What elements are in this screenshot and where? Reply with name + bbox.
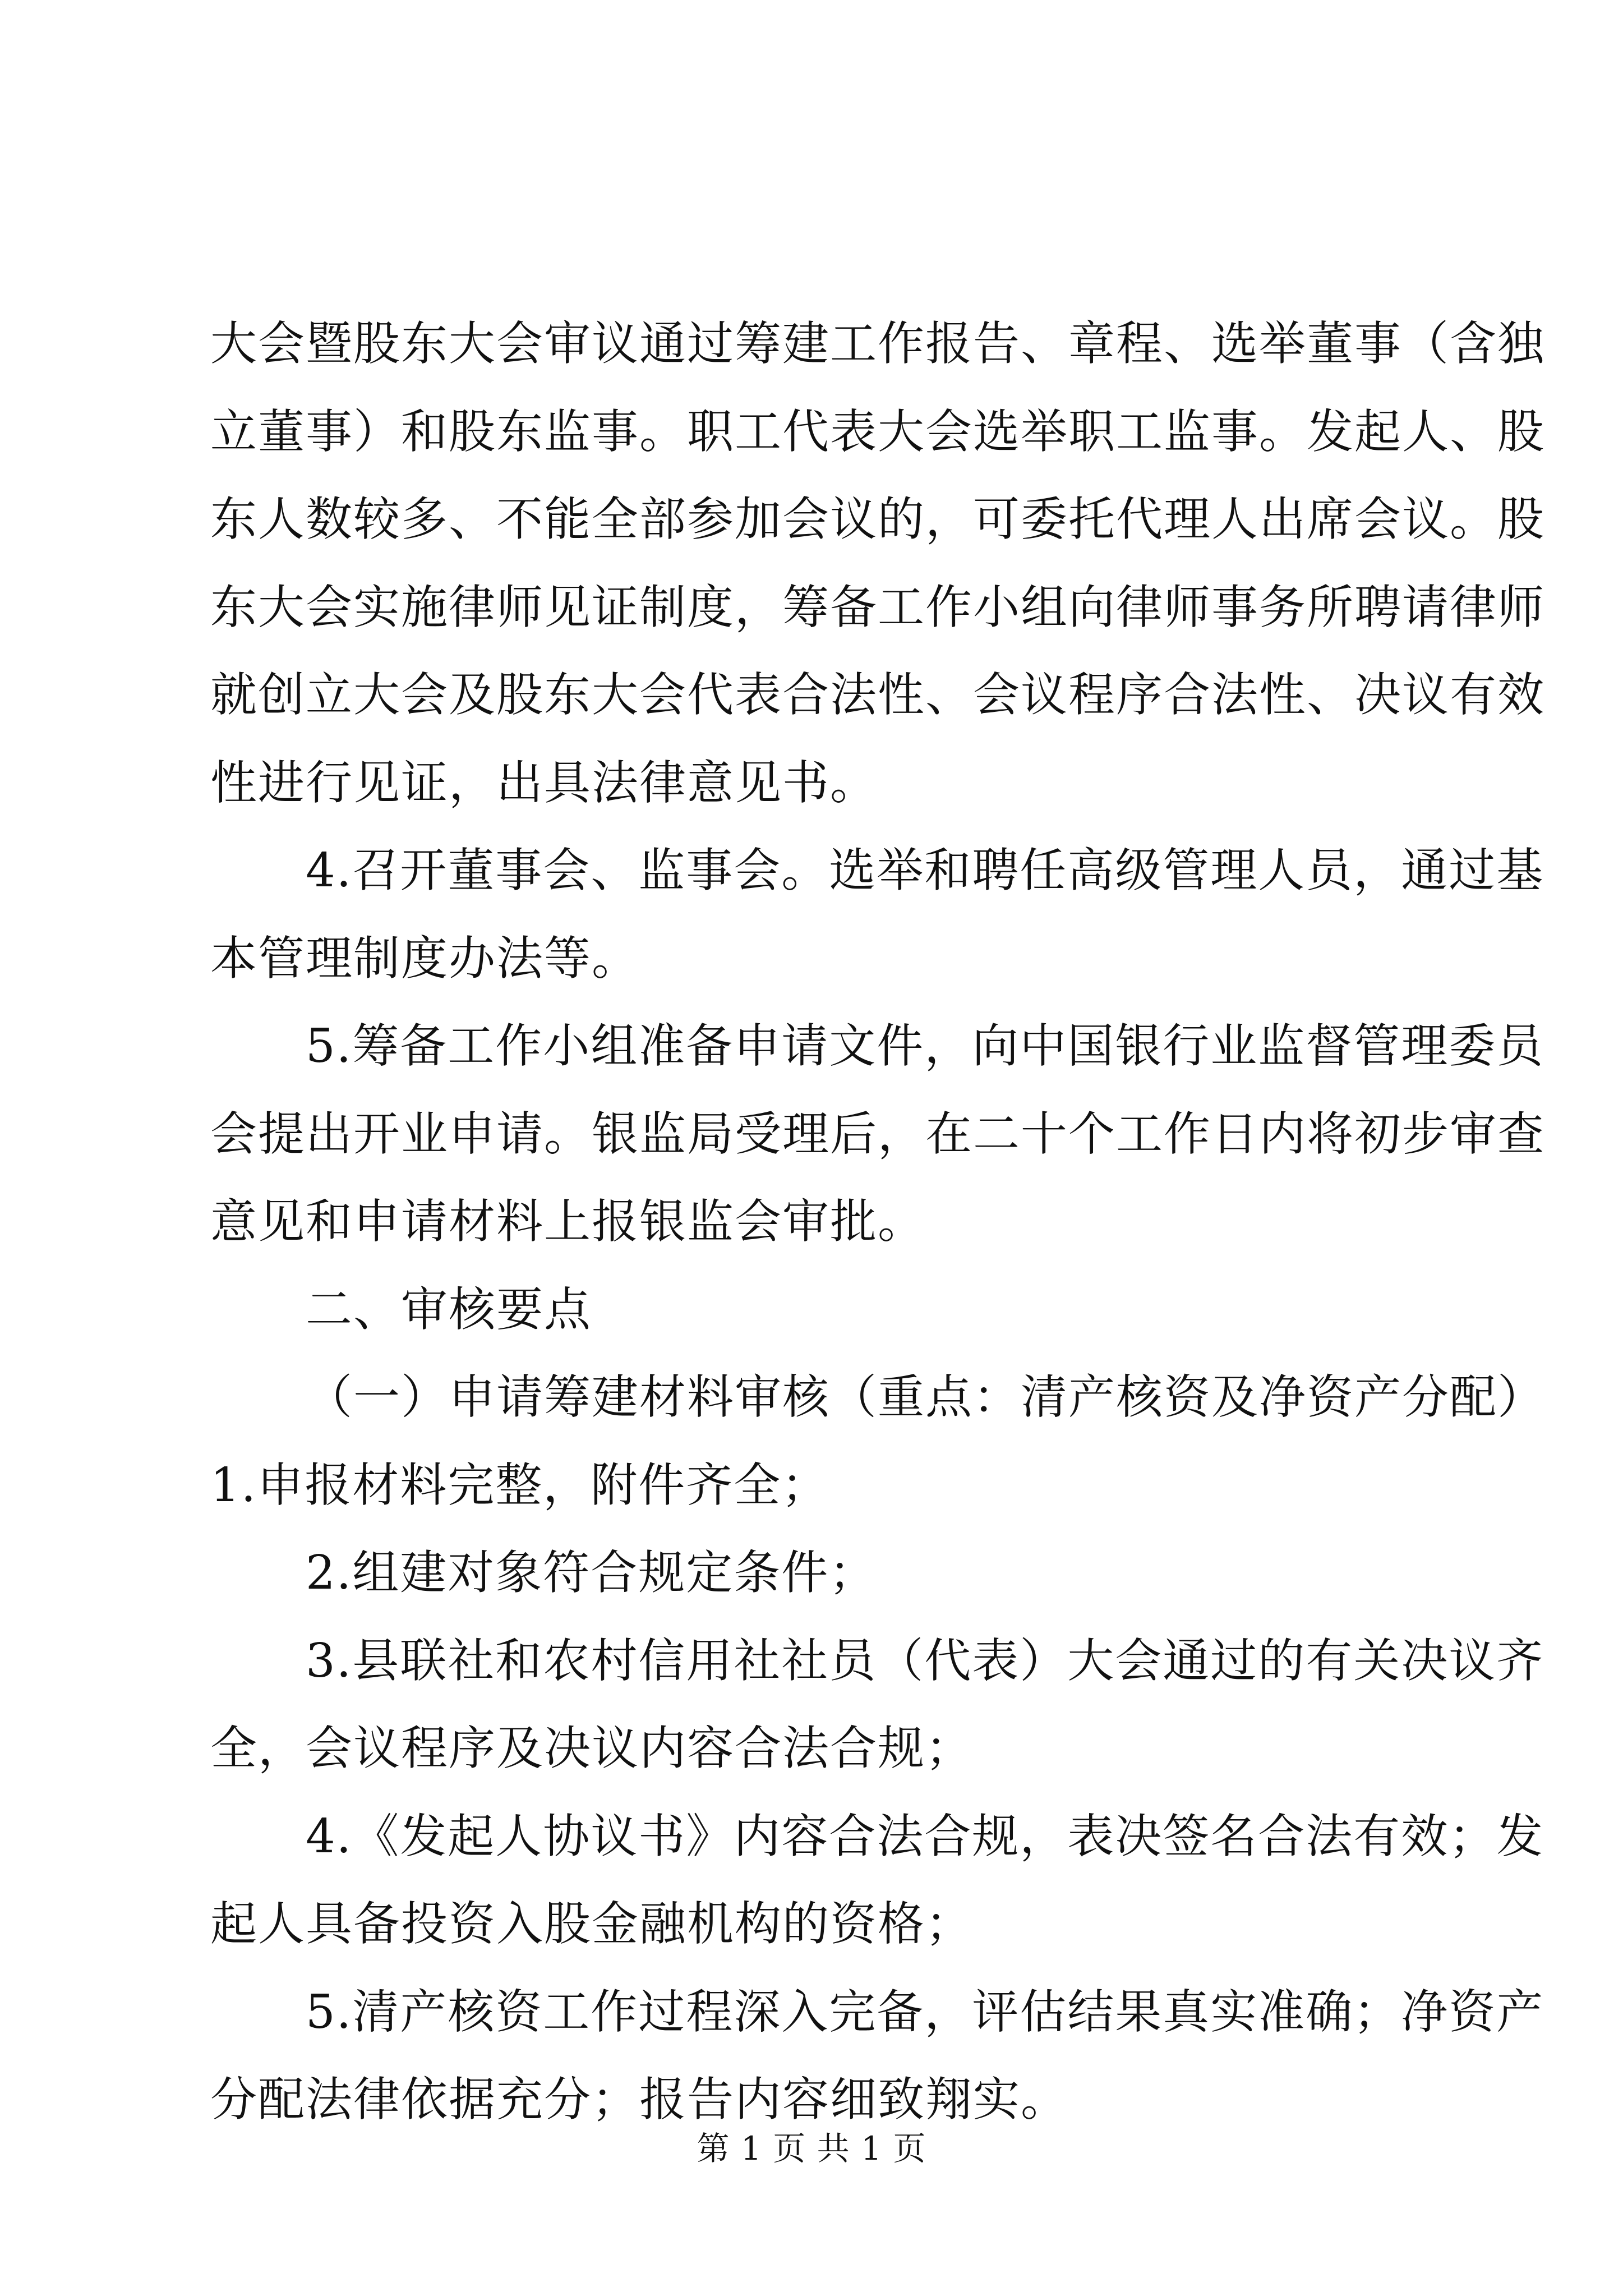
text-line: 大会暨股东大会审议通过筹建工作报告、章程、选举董事（含独: [210, 316, 1545, 371]
list-item: 5.清产核资工作过程深入完备，评估结果真实准确；净资产: [306, 1984, 1544, 2039]
text-line: 会提出开业申请。银监局受理后，在二十个工作日内将初步审查: [210, 1106, 1545, 1161]
document-body: [210, 300, 1545, 2144]
section-heading: 二、审核要点: [306, 1282, 592, 1337]
text-line: 分配法律依据充分；报告内容细致翔实。: [210, 2072, 1068, 2127]
text-line: 东人数较多、不能全部参加会议的，可委托代理人出席会议。股: [210, 492, 1545, 546]
list-item: 2.组建对象符合规定条件；: [306, 1545, 877, 1600]
list-item: 4.《发起人协议书》内容合法合规，表决签名合法有效；发: [306, 1809, 1544, 1864]
text-line: 性进行见证，出具法律意见书。: [210, 755, 878, 810]
text-line: 就创立大会及股东大会代表合法性、会议程序合法性、决议有效: [210, 668, 1545, 722]
text-line: 意见和申请材料上报银监会审批。: [210, 1194, 925, 1249]
page-footer: 第 1 页 共 1 页: [697, 2129, 926, 2168]
text-line: 全，会议程序及决议内容合法合规；: [210, 1721, 973, 1775]
text-line: 立董事）和股东监事。职工代表大会选举职工监事。发起人、股: [210, 404, 1545, 459]
text-line: 起人具备投资入股金融机构的资格；: [210, 1897, 973, 1951]
text-line: 4.召开董事会、监事会。选举和聘任高级管理人员，通过基: [306, 843, 1544, 898]
list-item: 1.申报材料完整，附件齐全；: [210, 1457, 829, 1512]
list-item: 3.县联社和农村信用社社员（代表）大会通过的有关决议齐: [306, 1633, 1544, 1688]
text-line: 本管理制度办法等。: [210, 931, 639, 986]
text-line: 东大会实施律师见证制度，筹备工作小组向律师事务所聘请律师: [210, 579, 1545, 634]
text-line: 5.筹备工作小组准备申请文件，向中国银行业监督管理委员: [306, 1019, 1544, 1073]
subsection-heading: （一）申请筹建材料审核（重点：清产核资及净资产分配）: [306, 1370, 1545, 1424]
